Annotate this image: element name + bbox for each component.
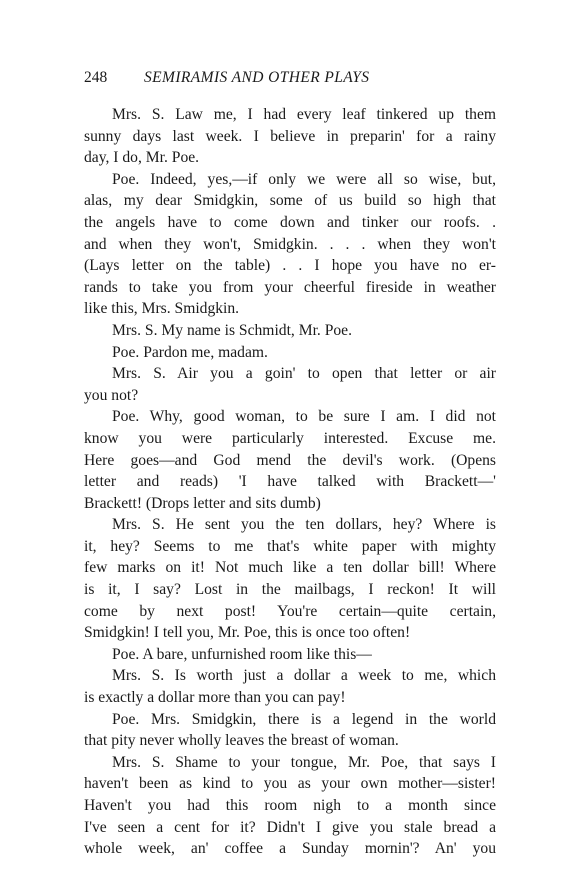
- text-line: day, I do, Mr. Poe.: [84, 149, 200, 167]
- text-line: Mrs. S. Is worth just a dollar a week to me, which: [112, 667, 496, 685]
- text-line: letter and reads) 'I have talked with Brackett—': [84, 473, 496, 491]
- text-line: like this, Mrs. Smidgkin.: [84, 300, 240, 318]
- text-line: is it, I say? Lost in the mailbags, I reckon! It will: [84, 581, 496, 599]
- text-line: come by next post! You're certain—quite certain,: [84, 602, 496, 620]
- text-line: you not?: [84, 386, 139, 404]
- text-line: Mrs. S. Shame to your tongue, Mr. Poe, that says I: [112, 753, 496, 771]
- text-line: Mrs. S. Law me, I had every leaf tinkered up them: [112, 106, 496, 123]
- text-line: I've seen a cent for it? Didn't I give you stale bread a: [84, 818, 496, 836]
- book-page: [84, 68, 496, 860]
- text-line: whole week, an' coffee a Sunday mornin'? An' you: [84, 840, 496, 858]
- text-line: it, hey? Seems to me that's white paper with mighty: [84, 537, 496, 555]
- text-line: rands to take you from your cheerful fireside in weather: [84, 278, 496, 296]
- running-head: [84, 68, 496, 88]
- text-line: that pity never wholly leaves the breast of woman.: [84, 732, 399, 750]
- text-line: Poe. Pardon me, madam.: [112, 343, 268, 361]
- text-line: is exactly a dollar more than you can pay!: [84, 689, 346, 707]
- text-line: few marks on it! Not much like a ten dollar bill! Where: [84, 559, 496, 577]
- text-line: Haven't you had this room nigh to a month since: [84, 797, 496, 814]
- text-line: Poe. Indeed, yes,—if only we were all so wise, but,: [112, 170, 496, 188]
- body-text: [84, 104, 496, 860]
- text-line: Poe. A bare, unfurnished room like this—: [112, 645, 372, 663]
- running-title: SEMIRAMIS AND OTHER PLAYS: [144, 69, 370, 86]
- text-line: (Lays letter on the table) . . I hope you have no er-: [84, 257, 496, 275]
- text-line: Brackett! (Drops letter and sits dumb): [84, 494, 321, 512]
- text-line: haven't been as kind to you as your own mother—sister!: [84, 775, 496, 793]
- text-line: and when they won't, Smidgkin. . . . when they won't: [84, 235, 496, 253]
- text-line: alas, my dear Smidgkin, some of us build so high that: [84, 192, 496, 210]
- text-line: Mrs. S. He sent you the ten dollars, hey? Where is: [112, 516, 496, 534]
- text-line: the angels have to come down and tinker our roofs. .: [84, 213, 496, 231]
- text-line: Smidgkin! I tell you, Mr. Poe, this is once too often!: [84, 624, 411, 642]
- text-line: sunny days last week. I believe in preparin' for a rainy: [84, 127, 496, 145]
- page-number: 248: [84, 69, 108, 86]
- text-line: know you were particularly interested. Excuse me.: [84, 429, 496, 447]
- text-line: Mrs. S. My name is Schmidt, Mr. Poe.: [112, 321, 352, 339]
- text-line: Mrs. S. Air you a goin' to open that letter or air: [112, 365, 496, 383]
- text-line: Here goes—and God mend the devil's work. (Opens: [84, 451, 496, 469]
- text-line: Poe. Mrs. Smidgkin, there is a legend in the world: [112, 710, 496, 728]
- text-line: Poe. Why, good woman, to be sure I am. I did not: [112, 408, 496, 426]
